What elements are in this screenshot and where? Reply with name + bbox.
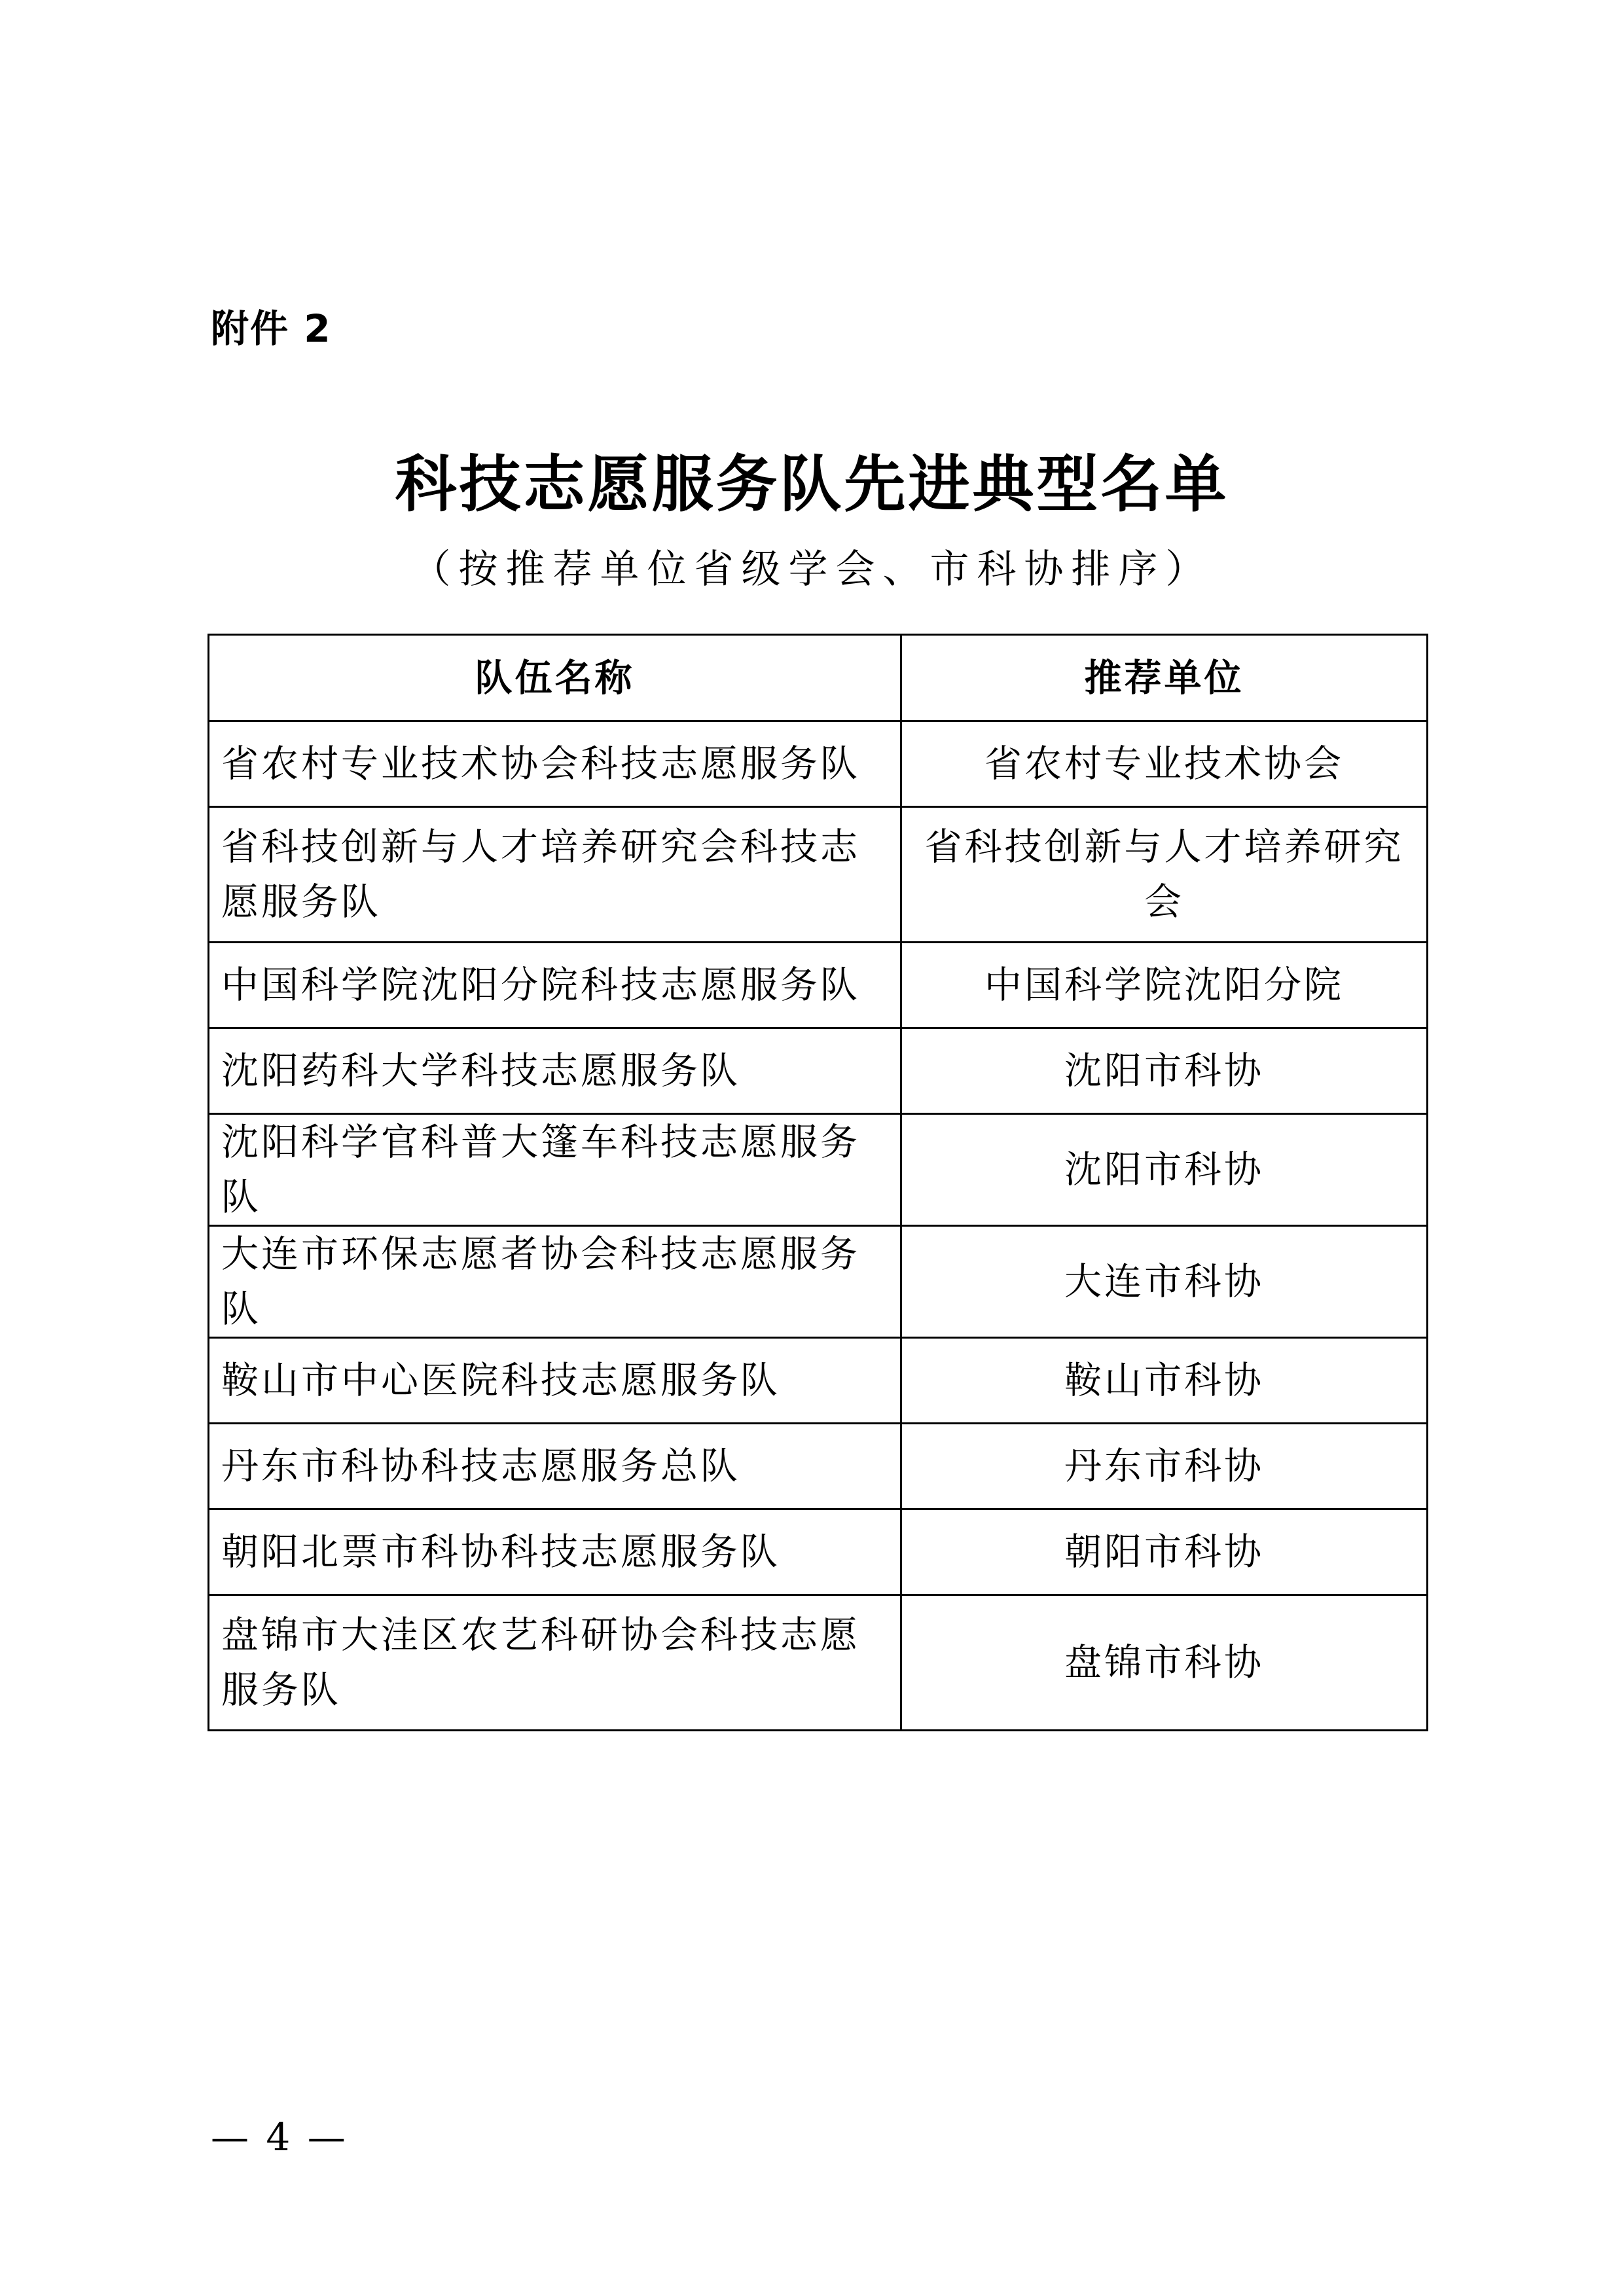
table-row [209, 1509, 1428, 1595]
team-name-cell: 朝阳北票市科协科技志愿服务队 [209, 1509, 901, 1595]
recommender-cell: 丹东市科协 [901, 1424, 1428, 1509]
table-row [209, 1226, 1428, 1338]
table-header-row [209, 635, 1428, 721]
table-row [209, 943, 1428, 1028]
team-name-cell: 盘锦市大洼区农艺科研协会科技志愿服务队 [209, 1595, 901, 1731]
table-row [209, 1114, 1428, 1226]
header-recommender: 推荐单位 [901, 635, 1428, 721]
table-row [209, 1338, 1428, 1424]
team-name-cell: 中国科学院沈阳分院科技志愿服务队 [209, 943, 901, 1028]
team-name-cell: 省农村专业技术协会科技志愿服务队 [209, 721, 901, 807]
table-row [209, 1028, 1428, 1114]
recommender-cell: 鞍山市科协 [901, 1338, 1428, 1424]
attachment-label: 附件 2 [211, 306, 332, 351]
honor-list-table [208, 634, 1428, 1731]
team-name-cell: 沈阳科学官科普大篷车科技志愿服务队 [209, 1114, 901, 1226]
recommender-cell: 大连市科协 [901, 1226, 1428, 1338]
team-name-cell: 丹东市科协科技志愿服务总队 [209, 1424, 901, 1509]
recommender-cell: 省农村专业技术协会 [901, 721, 1428, 807]
recommender-cell: 朝阳市科协 [901, 1509, 1428, 1595]
recommender-cell: 沈阳市科协 [901, 1114, 1428, 1226]
table-row [209, 807, 1428, 943]
table-row [209, 721, 1428, 807]
document-subtitle: （按推荐单位省级学会、市科协排序） [411, 547, 1213, 592]
recommender-cell: 沈阳市科协 [901, 1028, 1428, 1114]
page-number: — 4 — [211, 2115, 348, 2159]
recommender-cell: 盘锦市科协 [901, 1595, 1428, 1731]
recommender-cell: 省科技创新与人才培养研究会 [901, 807, 1428, 943]
recommender-cell: 中国科学院沈阳分院 [901, 943, 1428, 1028]
team-name-cell: 沈阳药科大学科技志愿服务队 [209, 1028, 901, 1114]
team-name-cell: 鞍山市中心医院科技志愿服务队 [209, 1338, 901, 1424]
team-name-cell: 大连市环保志愿者协会科技志愿服务队 [209, 1226, 901, 1338]
document-title: 科技志愿服务队先进典型名单 [395, 448, 1229, 520]
table-row [209, 1595, 1428, 1731]
header-team-name: 队伍名称 [209, 635, 901, 721]
table-row [209, 1424, 1428, 1509]
team-name-cell: 省科技创新与人才培养研究会科技志愿服务队 [209, 807, 901, 943]
